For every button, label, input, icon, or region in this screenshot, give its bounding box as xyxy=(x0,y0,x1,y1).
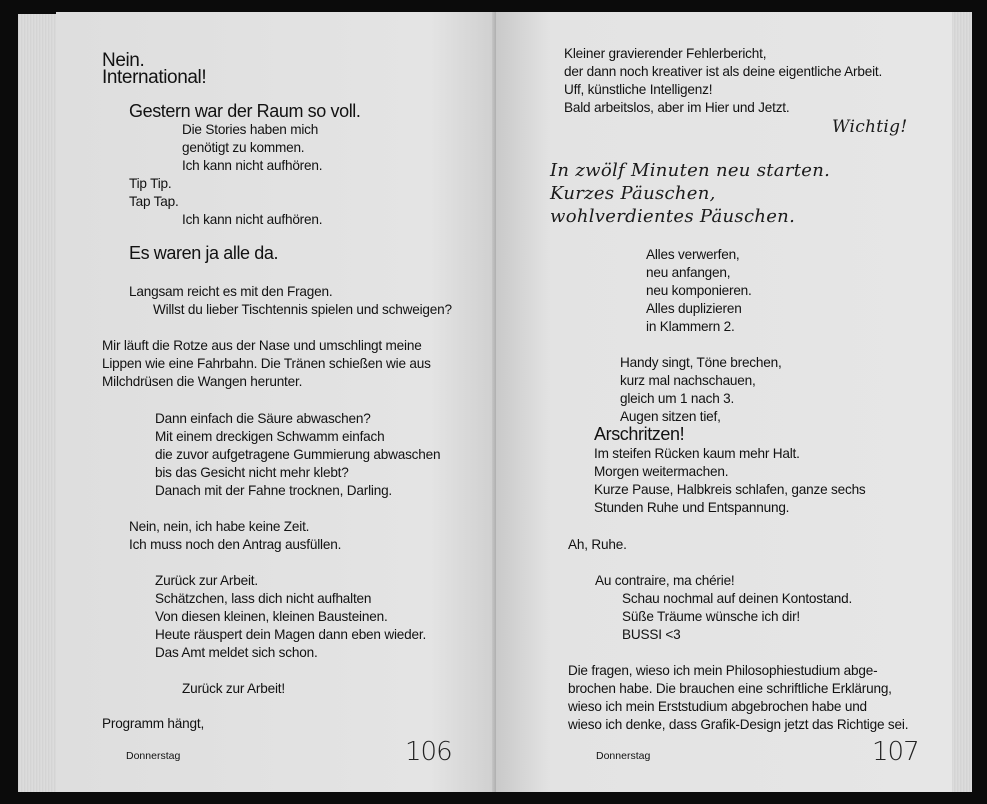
text-line: Au contraire, ma chérie! xyxy=(595,573,735,588)
text-line: Alles verwerfen, xyxy=(646,247,740,262)
left-page xyxy=(56,12,496,792)
text-line: Heute räuspert dein Magen dann eben wieder. xyxy=(155,627,427,642)
handwritten-line: wohlverdientes Päuschen. xyxy=(550,206,796,227)
text-line: Süße Träume wünsche ich dir! xyxy=(622,609,800,624)
handwritten-line: Kurzes Päuschen, xyxy=(550,183,716,204)
text-line: wieso ich mein Erststudium abgebrochen habe und xyxy=(568,699,867,714)
heading-nein: Nein. xyxy=(102,50,145,71)
text-line: Nein, nein, ich habe keine Zeit. xyxy=(129,519,310,534)
handwritten-note: Wichtig! xyxy=(832,117,908,137)
text-line: Zurück zur Arbeit! xyxy=(182,681,285,696)
text-line: der dann noch kreativer ist als deine eigentliche Arbeit. xyxy=(564,64,883,79)
text-line: Augen sitzen tief, xyxy=(620,409,721,424)
text-line: Ah, Ruhe. xyxy=(568,537,627,552)
text-line: Die Stories haben mich xyxy=(182,122,319,137)
text-line: Mir läuft die Rotze aus der Nase und umschlingt meine xyxy=(102,338,422,353)
text-line: Im steifen Rücken kaum mehr Halt. xyxy=(594,446,800,461)
page-number: 106 xyxy=(405,737,452,767)
handwritten-line: In zwölf Minuten neu starten. xyxy=(550,160,831,181)
heading-es-waren: Es waren ja alle da. xyxy=(129,243,279,263)
text-line: Programm hängt, xyxy=(102,716,205,731)
heading-international: International! xyxy=(102,67,207,88)
text-line: die zuvor aufgetragene Gummierung abwaschen xyxy=(155,447,441,462)
text-line: Tip Tip. xyxy=(129,176,172,191)
text-line: Mit einem dreckigen Schwamm einfach xyxy=(155,429,385,444)
right-page xyxy=(496,12,952,792)
heading-arschritzen: Arschritzen! xyxy=(594,424,685,444)
text-line: Kleiner gravierender Fehlerbericht, xyxy=(564,46,767,61)
text-line: Ich kann nicht aufhören. xyxy=(182,212,323,227)
text-line: Zurück zur Arbeit. xyxy=(155,573,258,588)
text-line: kurz mal nachschauen, xyxy=(620,373,756,388)
text-line: Das Amt meldet sich schon. xyxy=(155,645,318,660)
text-line: Morgen weitermachen. xyxy=(594,464,729,479)
text-line: Milchdrüsen die Wangen herunter. xyxy=(102,374,303,389)
text-line: genötigt zu kommen. xyxy=(182,140,305,155)
text-line: Die fragen, wieso ich mein Philosophiestudium abge- xyxy=(568,663,878,678)
text-line: in Klammern 2. xyxy=(646,319,735,334)
page-number: 107 xyxy=(872,737,919,767)
text-line: neu anfangen, xyxy=(646,265,731,280)
footer-day: Donnerstag xyxy=(596,750,651,762)
text-line: Uff, künstliche Intelligenz! xyxy=(564,82,713,97)
text-line: Langsam reicht es mit den Fragen. xyxy=(129,284,333,299)
text-line: neu komponieren. xyxy=(646,283,752,298)
text-line: bis das Gesicht nicht mehr klebt? xyxy=(155,465,349,480)
footer-day: Donnerstag xyxy=(126,750,181,762)
text-line: Ich kann nicht aufhören. xyxy=(182,158,323,173)
text-line: Schätzchen, lass dich nicht aufhalten xyxy=(155,591,372,606)
text-line: Kurze Pause, Halbkreis schlafen, ganze sechs xyxy=(594,482,866,497)
text-line: Tap Tap. xyxy=(129,194,179,209)
text-line: brochen habe. Die brauchen eine schriftliche Erklärung, xyxy=(568,681,892,696)
text-line: gleich um 1 nach 3. xyxy=(620,391,735,406)
text-line: wieso ich denke, dass Grafik-Design jetzt das Richtige sei. xyxy=(568,717,909,732)
left-page-edges xyxy=(18,14,58,792)
text-line: Stunden Ruhe und Entspannung. xyxy=(594,500,790,515)
heading-gestern: Gestern war der Raum so voll. xyxy=(129,101,361,121)
text-line: Bald arbeitslos, aber im Hier und Jetzt. xyxy=(564,100,790,115)
text-line: Lippen wie eine Fahrbahn. Die Tränen schießen wie aus xyxy=(102,356,431,371)
text-line: Ich muss noch den Antrag ausfüllen. xyxy=(129,537,342,552)
text-line: Alles duplizieren xyxy=(646,301,742,316)
text-line: Von diesen kleinen, kleinen Bausteinen. xyxy=(155,609,388,624)
text-line: Danach mit der Fahne trocknen, Darling. xyxy=(155,483,393,498)
text-line: Schau nochmal auf deinen Kontostand. xyxy=(622,591,853,606)
text-line: Dann einfach die Säure abwaschen? xyxy=(155,411,371,426)
text-line: Willst du lieber Tischtennis spielen und schweigen? xyxy=(153,302,452,317)
text-line: Handy singt, Töne brechen, xyxy=(620,355,782,370)
text-line: BUSSI <3 xyxy=(622,627,681,642)
